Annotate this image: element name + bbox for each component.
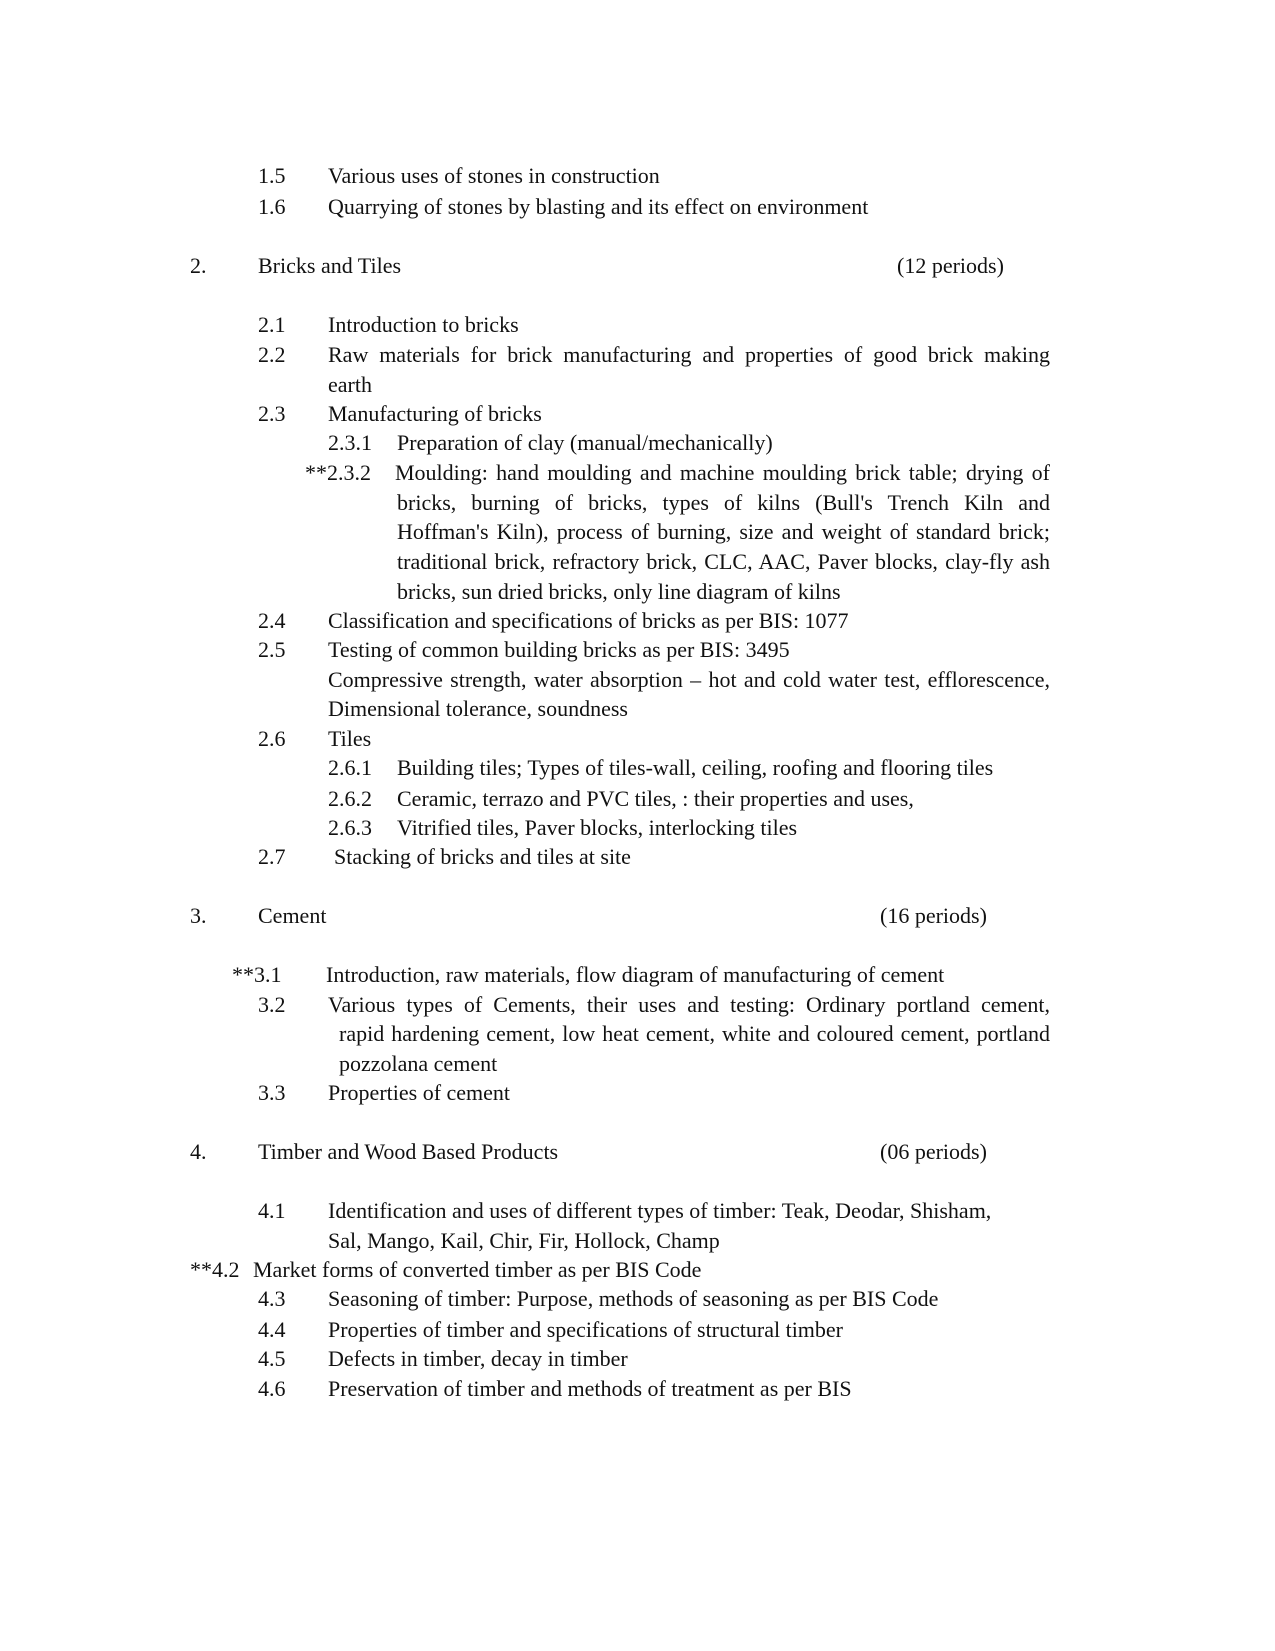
section-periods: (16 periods) (880, 903, 987, 928)
item-text: Stacking of bricks and tiles at site (334, 844, 631, 869)
section-number: 3. (190, 903, 207, 928)
item-number: 2.1 (258, 312, 286, 337)
item-text: Preservation of timber and methods of treatment as per BIS (328, 1376, 852, 1401)
item-text-continued: Compressive strength, water absorption – hot and cold water test, efflorescence, (328, 667, 1050, 692)
item-number: 2.2 (258, 342, 286, 367)
subitem-text: Vitrified tiles, Paver blocks, interlocking tiles (397, 815, 798, 840)
item-number: 4.3 (258, 1286, 286, 1311)
item-text: Identification and uses of different types of timber: Teak, Deodar, Shisham, (328, 1198, 992, 1223)
subitem-text-continued: traditional brick, refractory brick, CLC, AAC, Paver blocks, clay-fly ash (397, 549, 1050, 574)
section-periods: (06 periods) (880, 1139, 987, 1164)
item-text: Manufacturing of bricks (328, 401, 542, 426)
subitem-number: 2.6.3 (328, 815, 372, 840)
item-number: 2.4 (258, 608, 286, 633)
section-title: Timber and Wood Based Products (258, 1139, 559, 1164)
item-text: Testing of common building bricks as per BIS: 3495 (328, 637, 790, 662)
subitem-number: 2.3.1 (328, 430, 372, 455)
item-text: Quarrying of stones by blasting and its effect on environment (328, 194, 869, 219)
item-number: 4.6 (258, 1376, 286, 1401)
subitem-text: Building tiles; Types of tiles-wall, ceiling, roofing and flooring tiles (397, 755, 994, 780)
item-text-continued: Dimensional tolerance, soundness (328, 696, 628, 721)
item-text: Tiles (328, 726, 372, 751)
item-text-continued: Sal, Mango, Kail, Chir, Fir, Hollock, Champ (328, 1228, 720, 1253)
item-text: Classification and specifications of bricks as per BIS: 1077 (328, 608, 849, 633)
item-text-continued: pozzolana cement (339, 1051, 498, 1076)
item-text: Defects in timber, decay in timber (328, 1346, 628, 1371)
subitem-text: Ceramic, terrazo and PVC tiles, : their properties and uses, (397, 786, 914, 811)
item-text: Raw materials for brick manufacturing and properties of good brick making (328, 342, 1050, 367)
subitem-text-continued: bricks, burning of bricks, types of kilns (Bull's Trench Kiln and (397, 490, 1050, 515)
item-number: 4.1 (258, 1198, 286, 1223)
item-number: 2.5 (258, 637, 286, 662)
item-text: Seasoning of timber: Purpose, methods of seasoning as per BIS Code (328, 1286, 939, 1311)
subitem-number: **2.3.2 (305, 460, 371, 485)
section-number: 2. (190, 253, 207, 278)
subitem-text-continued: bricks, sun dried bricks, only line diagram of kilns (397, 579, 841, 604)
item-number: 2.6 (258, 726, 286, 751)
item-text: Properties of cement (328, 1080, 511, 1105)
subitem-number: 2.6.2 (328, 786, 372, 811)
subitem-text: Preparation of clay (manual/mechanically) (397, 430, 773, 455)
item-text: Various types of Cements, their uses and testing: Ordinary portland cement, (328, 992, 1050, 1017)
subitem-text-continued: Hoffman's Kiln), process of burning, size and weight of standard brick; (397, 519, 1050, 544)
item-number: 2.7 (258, 844, 286, 869)
item-number: 4.5 (258, 1346, 286, 1371)
item-number: 3.3 (258, 1080, 286, 1105)
item-number: 3.2 (258, 992, 286, 1017)
item-text: Properties of timber and specifications of structural timber (328, 1317, 844, 1342)
item-number: 2.3 (258, 401, 286, 426)
item-text: Introduction, raw materials, flow diagram of manufacturing of cement (326, 962, 945, 987)
subitem-text: Moulding: hand moulding and machine moulding brick table; drying of (395, 460, 1050, 485)
subitem-number: 2.6.1 (328, 755, 372, 780)
item-text-continued: earth (328, 372, 372, 397)
item-number: 1.5 (258, 163, 286, 188)
item-number: **4.2 (190, 1257, 240, 1282)
section-title: Bricks and Tiles (258, 253, 402, 278)
item-text: Market forms of converted timber as per BIS Code (253, 1257, 702, 1282)
section-number: 4. (190, 1139, 207, 1164)
section-title: Cement (258, 903, 327, 928)
item-text: Introduction to bricks (328, 312, 519, 337)
item-text-continued: rapid hardening cement, low heat cement, white and coloured cement, portland (339, 1021, 1050, 1046)
item-number: 1.6 (258, 194, 286, 219)
item-number: 4.4 (258, 1317, 286, 1342)
item-text: Various uses of stones in construction (328, 163, 660, 188)
item-number: **3.1 (232, 962, 282, 987)
section-periods: (12 periods) (897, 253, 1004, 278)
